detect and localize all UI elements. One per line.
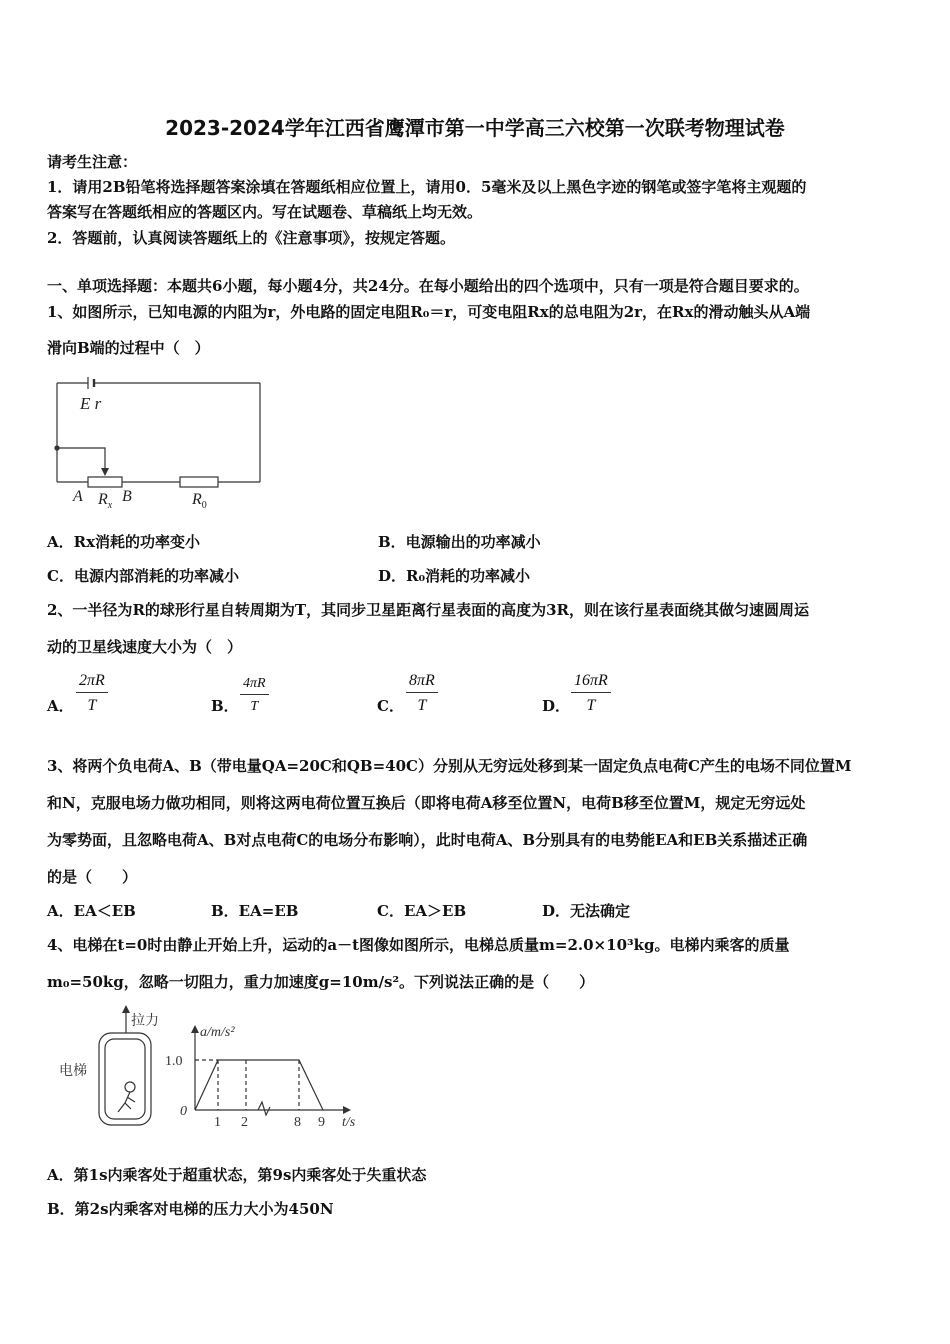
notice-line-2: 答案写在答题纸相应的答题区内。写在试题卷、草稿纸上均无效。: [47, 203, 483, 221]
q3-stem-line-1: 3、将两个负电荷A、B（带电量QA=20C和QB=40C）分别从无穷远处移到某一固定负点电荷C产生的电场不同位置M: [47, 757, 852, 775]
circuit-label-rx: R: [98, 491, 108, 508]
fraction-numerator: 4πR: [240, 676, 269, 695]
chart-x-axis-label: t/s: [342, 1115, 356, 1130]
q2-option-d-label: D．: [542, 697, 571, 715]
q1-option-b: B．电源输出的功率减小: [378, 533, 541, 551]
circuit-label-rx-sub: x: [107, 500, 113, 511]
notice-heading: 请考生注意：: [47, 153, 138, 171]
circuit-label-a: A: [73, 488, 83, 505]
section-heading: 一、单项选择题：本题共6小题，每小题4分，共24分。在每小题给出的四个选项中，只有一项是符合题目要求的。: [47, 277, 809, 295]
q3-option-b: B．EA=EB: [211, 902, 299, 920]
q2-option-a-fraction: [76, 672, 108, 715]
q2-option-b-fraction: [240, 676, 269, 715]
fraction-numerator: 2πR: [76, 672, 108, 693]
q1-option-a: A．Rx消耗的功率变小: [47, 533, 201, 551]
q4-option-b: B．第2s内乘客对电梯的压力大小为450N: [47, 1200, 334, 1218]
fraction-denominator: T: [87, 697, 97, 714]
circuit-label-er: E r: [80, 394, 102, 413]
q4-stem-line-1: 4、电梯在t=0时由静止开始上升，运动的a－t图像如图所示，电梯总质量m=2.0×10³kg。电梯内乘客的质量: [47, 936, 790, 954]
fraction-denominator: T: [586, 697, 596, 714]
chart-y-value-label: 1.0: [165, 1054, 183, 1069]
svg-text:R0: [191, 491, 207, 511]
chart-y-axis-label: a/m/s²: [200, 1025, 235, 1040]
chart-tick-2: 2: [241, 1115, 248, 1130]
q2-stem-line-1: 2、一半径为R的球形行星自转周期为T，其同步卫星距离行星表面的高度为3R，则在该行星表面绕其做匀速圆周运: [47, 601, 809, 619]
chart-tick-8: 8: [294, 1115, 301, 1130]
pull-force-label: 拉力: [131, 1014, 159, 1029]
q3-option-c: C．EA＞EB: [377, 902, 467, 920]
q4-stem-line-2: m₀=50kg，忽略一切阻力，重力加速度g=10m/s²。下列说法正确的是（ ）: [47, 973, 595, 991]
notice-line-3: 2．答题前，认真阅读答题纸上的《注意事项》，按规定答题。: [47, 229, 455, 247]
q4-option-a: A．第1s内乘客处于超重状态，第9s内乘客处于失重状态: [47, 1166, 427, 1184]
chart-tick-1: 1: [214, 1115, 221, 1130]
chart-tick-9: 9: [318, 1115, 325, 1130]
elevator-diagram: [55, 1005, 375, 1135]
q3-option-d: D．无法确定: [542, 902, 631, 920]
circuit-label-r0: R: [192, 491, 202, 508]
circuit-label-r0-sub: 0: [201, 500, 207, 511]
q1-option-d: D．R₀消耗的功率减小: [378, 567, 531, 585]
q3-stem-line-3: 为零势面，且忽略电荷A、B对点电荷C的电场分布影响），此时电荷A、B分别具有的电势能EA和EB关系描述正确: [47, 831, 808, 849]
q2-option-a-label: A．: [47, 697, 74, 715]
q2-option-c-label: C．: [377, 697, 404, 715]
q3-option-a: A．EA＜EB: [47, 902, 136, 920]
q3-stem-line-4: 的是（ ）: [47, 868, 138, 886]
svg-text:Rx: [97, 491, 113, 511]
q3-stem-line-2: 和N，克服电场力做功相同，则将这两电荷位置互换后（即将电荷A移至位置N，电荷B移至位置M，规定无穷远处: [47, 794, 806, 812]
page-title: 2023-2024学年江西省鹰潭市第一中学高三六校第一次联考物理试卷: [165, 116, 785, 140]
notice-line-1: 1．请用2B铅笔将选择题答案涂填在答题纸相应位置上，请用0．5毫米及以上黑色字迹的钢笔或签字笔将主观题的: [47, 178, 807, 196]
circuit-diagram: [40, 368, 280, 518]
q2-stem-line-2: 动的卫星线速度大小为（ ）: [47, 638, 243, 656]
q2-option-c-fraction: [406, 672, 438, 715]
elevator-label: 电梯: [59, 1064, 87, 1079]
circuit-label-b: B: [122, 488, 132, 505]
q1-option-c: C．电源内部消耗的功率减小: [47, 567, 239, 585]
q2-option-b-label: B．: [211, 697, 239, 715]
q1-stem-line-1: 1、如图所示，已知电源的内阻为r，外电路的固定电阻R₀＝r，可变电阻Rx的总电阻为2r，在Rx的滑动触头从A端: [47, 303, 811, 321]
fraction-numerator: 8πR: [406, 672, 438, 693]
chart-origin-label: 0: [180, 1104, 187, 1119]
q2-option-d-fraction: [571, 672, 611, 715]
fraction-denominator: T: [417, 697, 427, 714]
fraction-denominator: T: [250, 699, 259, 714]
q1-stem-line-2: 滑向B端的过程中（ ）: [47, 339, 210, 357]
fraction-numerator: 16πR: [571, 672, 611, 693]
